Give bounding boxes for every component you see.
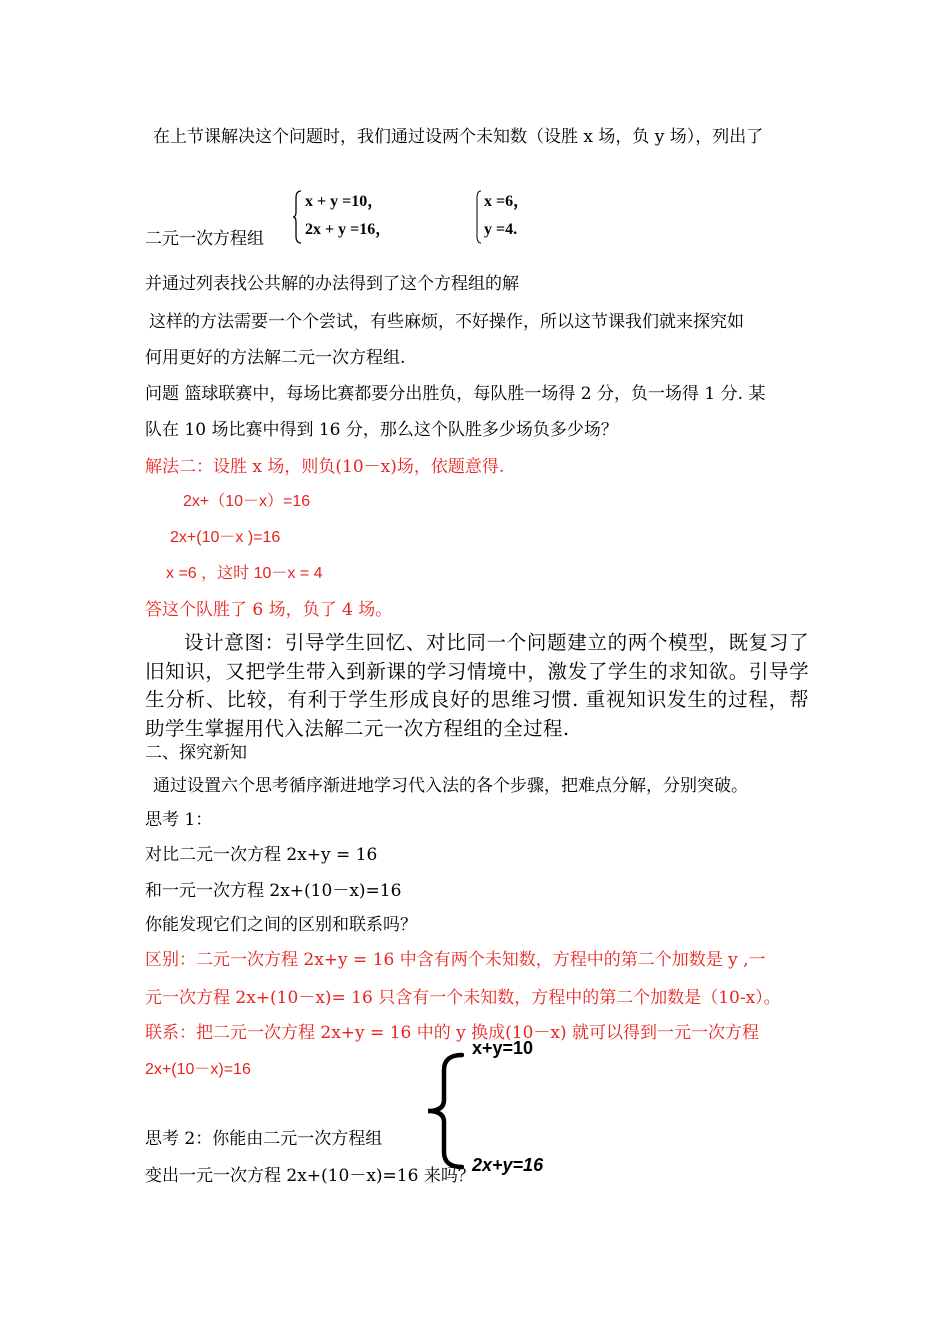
solution2-equation-3: x =6 ，这时 10－x = 4 [166,565,323,582]
solution-equation-1: x =6， [484,193,530,210]
large-curly-brace [424,1052,464,1170]
system-equation-1: x + y =10， [305,193,384,210]
think2-system-equation-1: x+y=10 [472,1038,534,1058]
section2-heading: 二、探究新知 [145,743,247,763]
think1-line-3: 你能发现它们之间的区别和联系吗？ [145,915,417,935]
intro-line-5: 何用更好的方法解二元一次方程组. [145,348,406,368]
design-intent-paragraph: 设计意图：引导学生回忆、对比同一个问题建立的两个模型，既复习了旧知识，又把学生带入到新课的学习情境中，激发了学生的求知欲。引导学生分析、比较，有利于学生形成良好的思维习惯. 重视知识发生的过程，帮助学生掌握用代入法解二元一次方程组的全过程. [145,631,809,740]
solution2-equation-2: 2x+(10－x )=16 [170,529,281,546]
think1-difference-line-2: 元一次方程 2x+(10－x)= 16 只含有一个未知数，方程中的第二个加数是（10-x）。 [145,988,781,1008]
think1-line-1: 对比二元一次方程 2x+y = 16 [145,845,378,865]
solution2-title: 解法二：设胜 x 场，则负(10－x)场，依题意得. [145,457,505,477]
think2-line-2: 变出一元一次方程 2x+(10－x)=16 来吗？ [145,1166,475,1186]
problem-line-1: 问题 篮球联赛中，每场比赛都要分出胜负，每队胜一场得 2 分，负一场得 1 分. 某 [145,384,766,404]
system-label: 二元一次方程组 [145,229,264,249]
intro-line-1: 在上节课解决这个问题时，我们通过设两个未知数（设胜 x 场，负 y 场），列出了 [153,127,764,147]
think1-label: 思考 1： [145,810,213,830]
think1-link-line-2: 2x+(10－x)=16 [145,1061,251,1078]
solution-left-brace [474,190,482,244]
solution2-equation-1: 2x+（10－x）=16 [183,493,311,510]
think1-line-2: 和一元一次方程 2x+(10－x)=16 [145,881,402,901]
intro-line-4: 这样的方法需要一个个尝试，有些麻烦，不好操作，所以这节课我们就来探究如 [149,312,744,332]
intro-line-3: 并通过列表找公共解的办法得到了这个方程组的解 [145,274,519,294]
system-equation-2: 2x + y =16， [305,221,392,238]
think1-link-line-1: 联系：把二元一次方程 2x+y = 16 中的 y 换成(10－x) 就可以得到一元一次方程 [145,1023,760,1043]
think1-difference-line-1: 区别：二元一次方程 2x+y = 16 中含有两个未知数，方程中的第二个加数是 y ,一 [145,950,766,970]
system-left-brace [293,190,303,244]
solution-equation-2: y =4. [484,221,518,238]
think2-line-1: 思考 2：你能由二元一次方程组 [145,1129,383,1149]
think2-system-equation-2: 2x+y=16 [472,1155,544,1175]
solution2-answer: 答这个队胜了 6 场，负了 4 场。 [145,600,393,620]
section2-intro: 通过设置六个思考循序渐进地学习代入法的各个步骤，把难点分解，分别突破。 [153,776,748,796]
problem-line-2: 队在 10 场比赛中得到 16 分，那么这个队胜多少场负多少场？ [145,420,618,440]
